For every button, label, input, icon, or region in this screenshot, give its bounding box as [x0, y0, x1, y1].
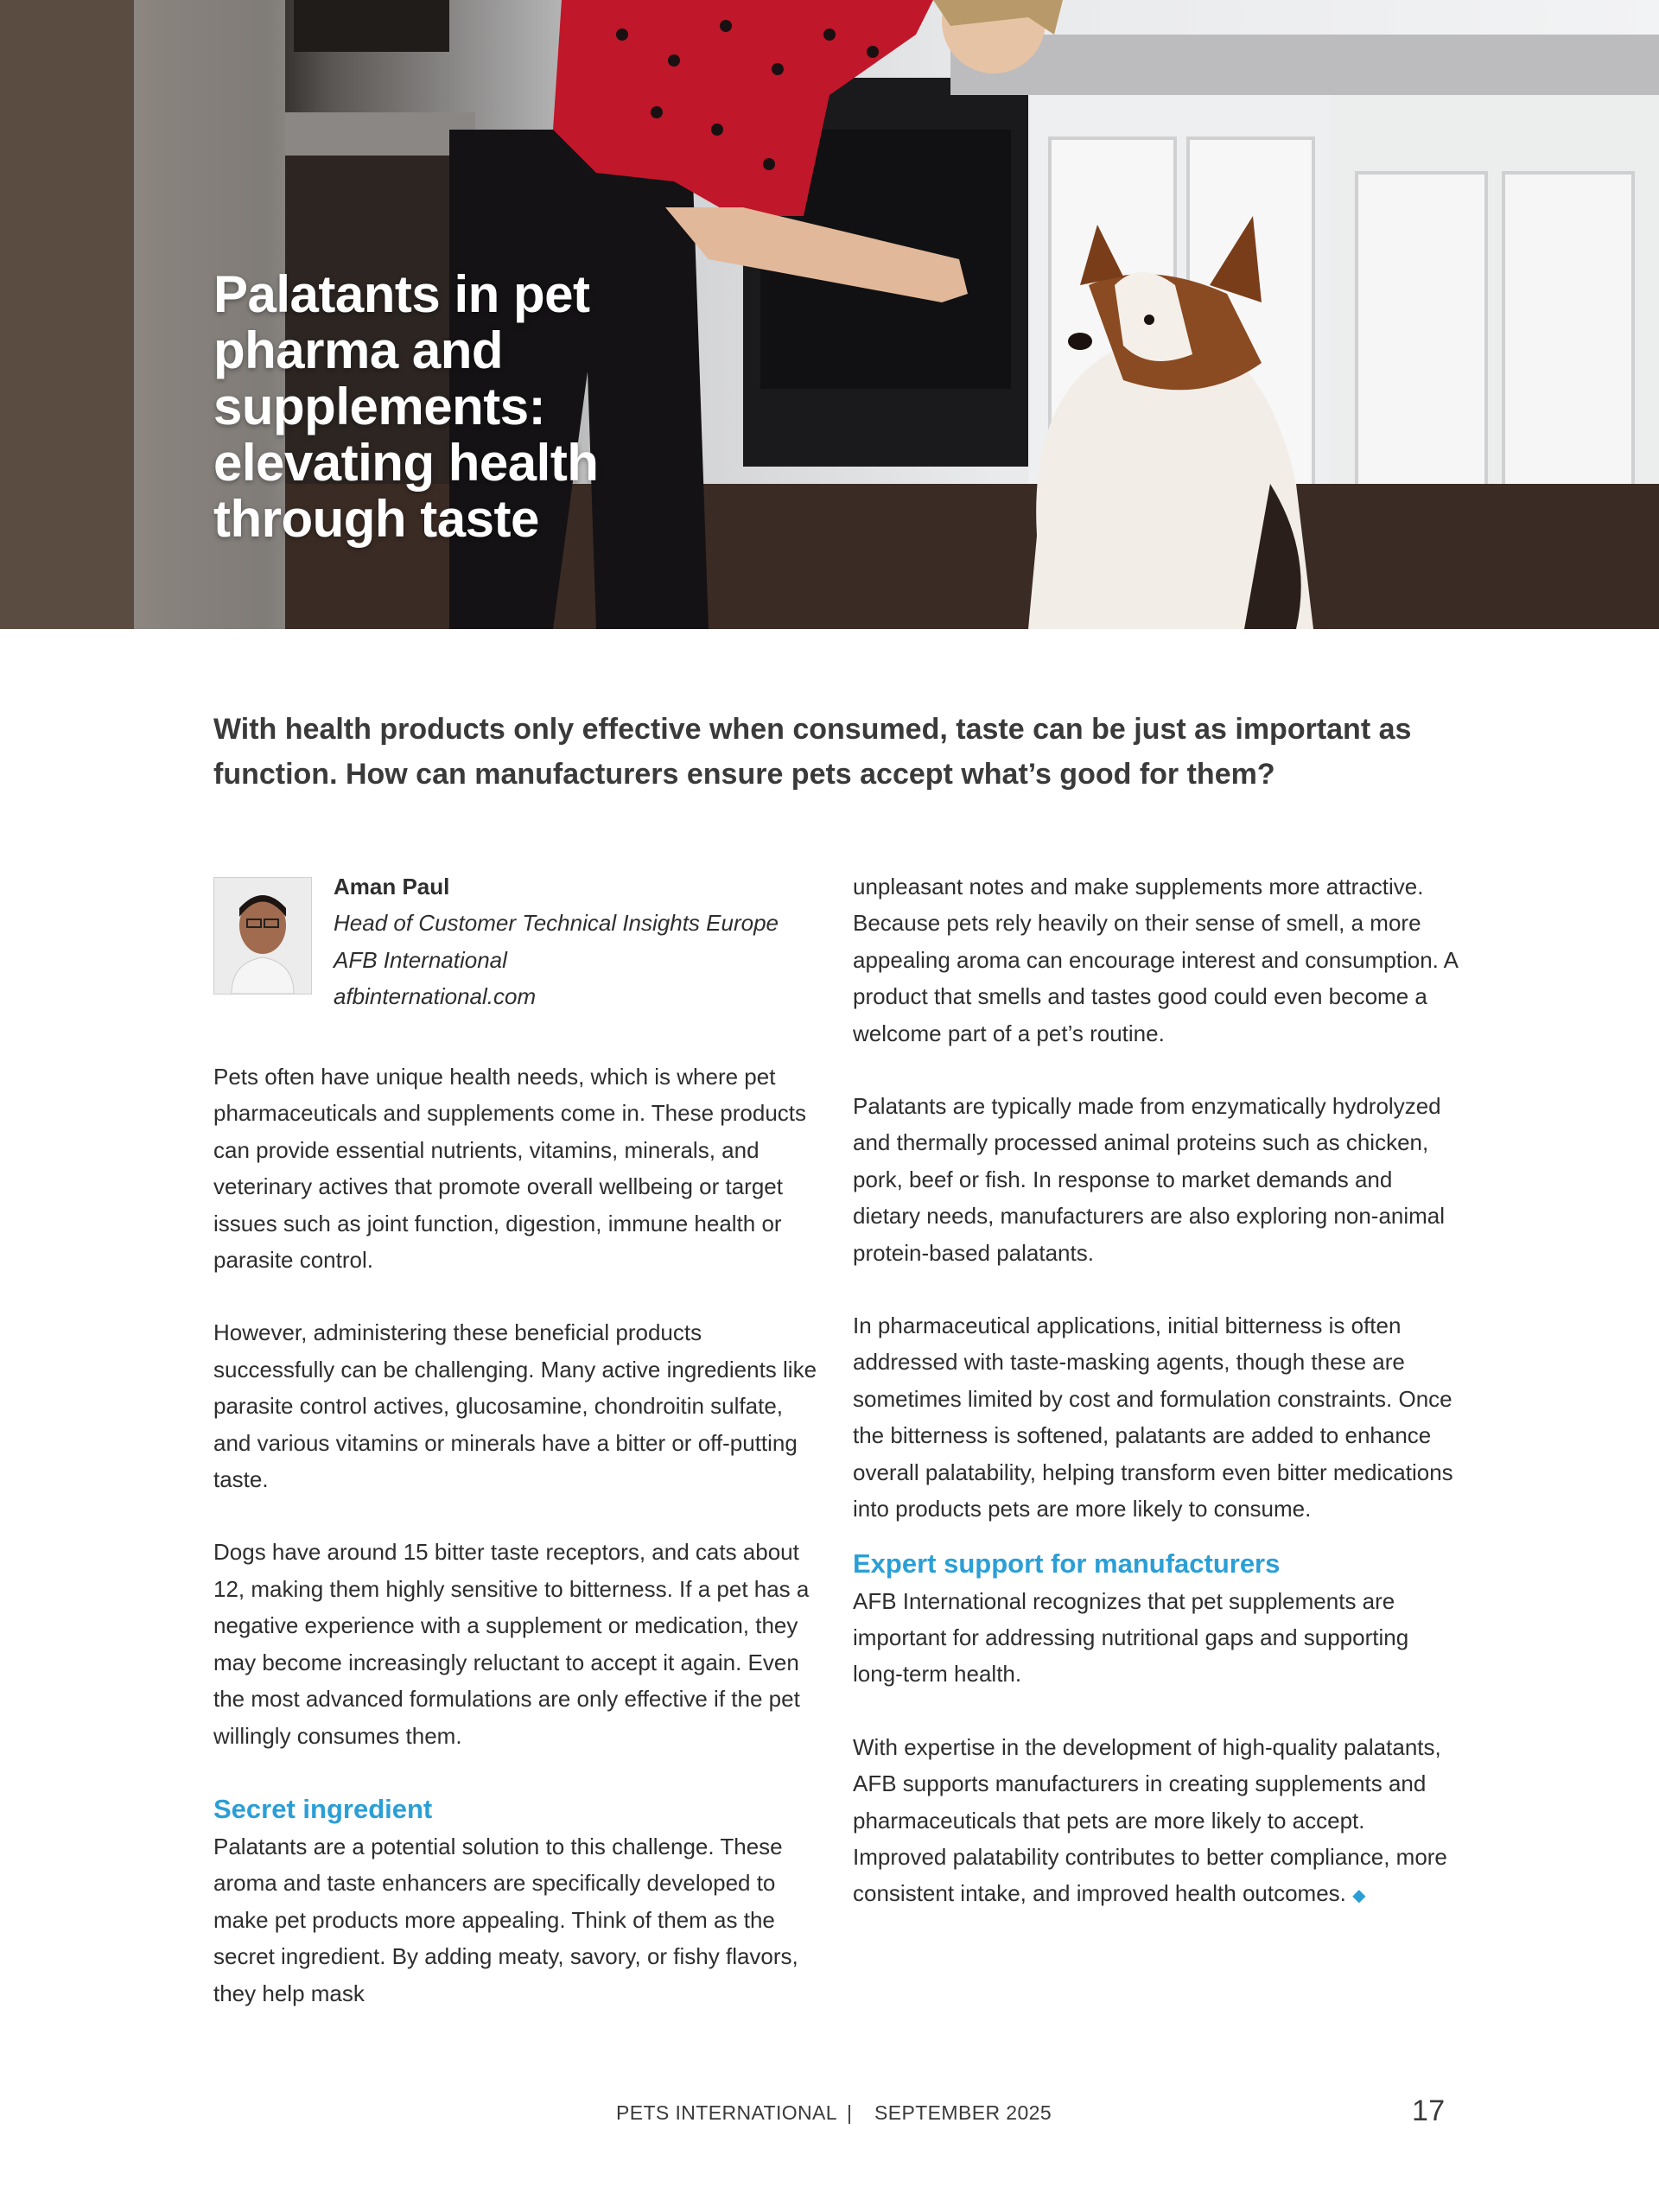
end-mark-icon: ◆	[1352, 1886, 1366, 1906]
right-column	[853, 868, 1458, 1951]
publication-name: PETS INTERNATIONAL	[616, 2101, 837, 2124]
footer-separator: |	[847, 2101, 853, 2124]
body-paragraph	[853, 1729, 1458, 1915]
body-paragraph: However, administering these beneficial products successfully can be challenging. Many active ingredients like parasite control actives, glucosamine, chondroitin sulfate, and various vitamins or minerals have a bitter or off-putting taste.	[213, 1319, 817, 1493]
body-paragraph: Palatants are typically made from enzymatically hydrolyzed and thermally processed animal proteins such as chicken, pork, beef or fish. In response to market demands and dietary needs, manufacturers are also exploring non-animal protein-based palatants.	[853, 1093, 1446, 1266]
author-role: Head of Customer Technical Insights Europe	[334, 910, 779, 937]
author-organization: AFB International	[334, 946, 507, 973]
author-block	[213, 868, 818, 1058]
page-footer	[0, 2094, 1659, 2136]
page-number: 17	[1412, 2094, 1446, 2127]
standfirst: With health products only effective when consumed, taste can be just as important as function. How can manufacturers ensure pets accept what’s good for them?	[213, 713, 1412, 791]
body-paragraph: AFB International recognizes that pet supplements are important for addressing nutritional gaps and supporting long-term health.	[853, 1587, 1409, 1688]
section-heading-secret-ingredient: Secret ingredient	[213, 1793, 433, 1824]
article-title: Palatants in pet pharma and supplements: elevating health through taste	[213, 265, 599, 548]
body-paragraph: In pharmaceutical applications, initial bitterness is often addressed with taste-masking agents, though these are sometimes limited by cost and formulation constraints. Once the bitterness is softened, palatants are added to enhance overall palatability, helping transform even bitter medications into products pets are more likely to consume.	[853, 1313, 1453, 1522]
body-paragraph: unpleasant notes and make supplements more attractive. Because pets rely heavily on their sense of smell, a more appealing aroma can encourage interest and consumption. A product that smells and tastes good could even become a welcome part of a pet’s routine.	[853, 874, 1458, 1046]
closing-paragraph-text: With expertise in the development of high-quality palatants, AFB supports manufacturers in creating supplements and pharmaceuticals that pets are more likely to accept. Improved palatability contributes to better compliance, more consistent intake, and improved health outcomes.	[853, 1733, 1447, 1907]
body-paragraph: Palatants are a potential solution to this challenge. These aroma and taste enhancers are specifically developed to make pet products more appealing. Think of them as the secret ingredient. By adding meaty, savory, or fishy flavors, they help mask	[213, 1833, 798, 2006]
blurred-foreground	[0, 0, 134, 629]
issue-date: SEPTEMBER 2025	[874, 2101, 1052, 2124]
countertop	[285, 112, 475, 156]
author-website-link[interactable]: afbinternational.com	[334, 983, 537, 1010]
section-heading-expert-support: Expert support for manufacturers	[853, 1548, 1281, 1579]
body-paragraph: Dogs have around 15 bitter taste receptors, and cats about 12, making them highly sensitive to bitterness. If a pet has a negative experience with a supplement or medication, they may become increasingly reluctant to accept it again. Even the most advanced formulations are only effective if the pet willingly consumes them.	[213, 1539, 810, 1749]
author-photo	[213, 877, 312, 995]
hero-photo	[0, 0, 1659, 629]
body-paragraph: Pets often have unique health needs, which is where pet pharmaceuticals and supplements come in. These products can provide essential nutrients, vitamins, minerals, and veterinary actives that promote overall wellbeing or target issues such as joint function, digestion, immune health or parasite control.	[213, 1064, 807, 1274]
author-name: Aman Paul	[334, 874, 450, 899]
left-column	[213, 868, 818, 2048]
